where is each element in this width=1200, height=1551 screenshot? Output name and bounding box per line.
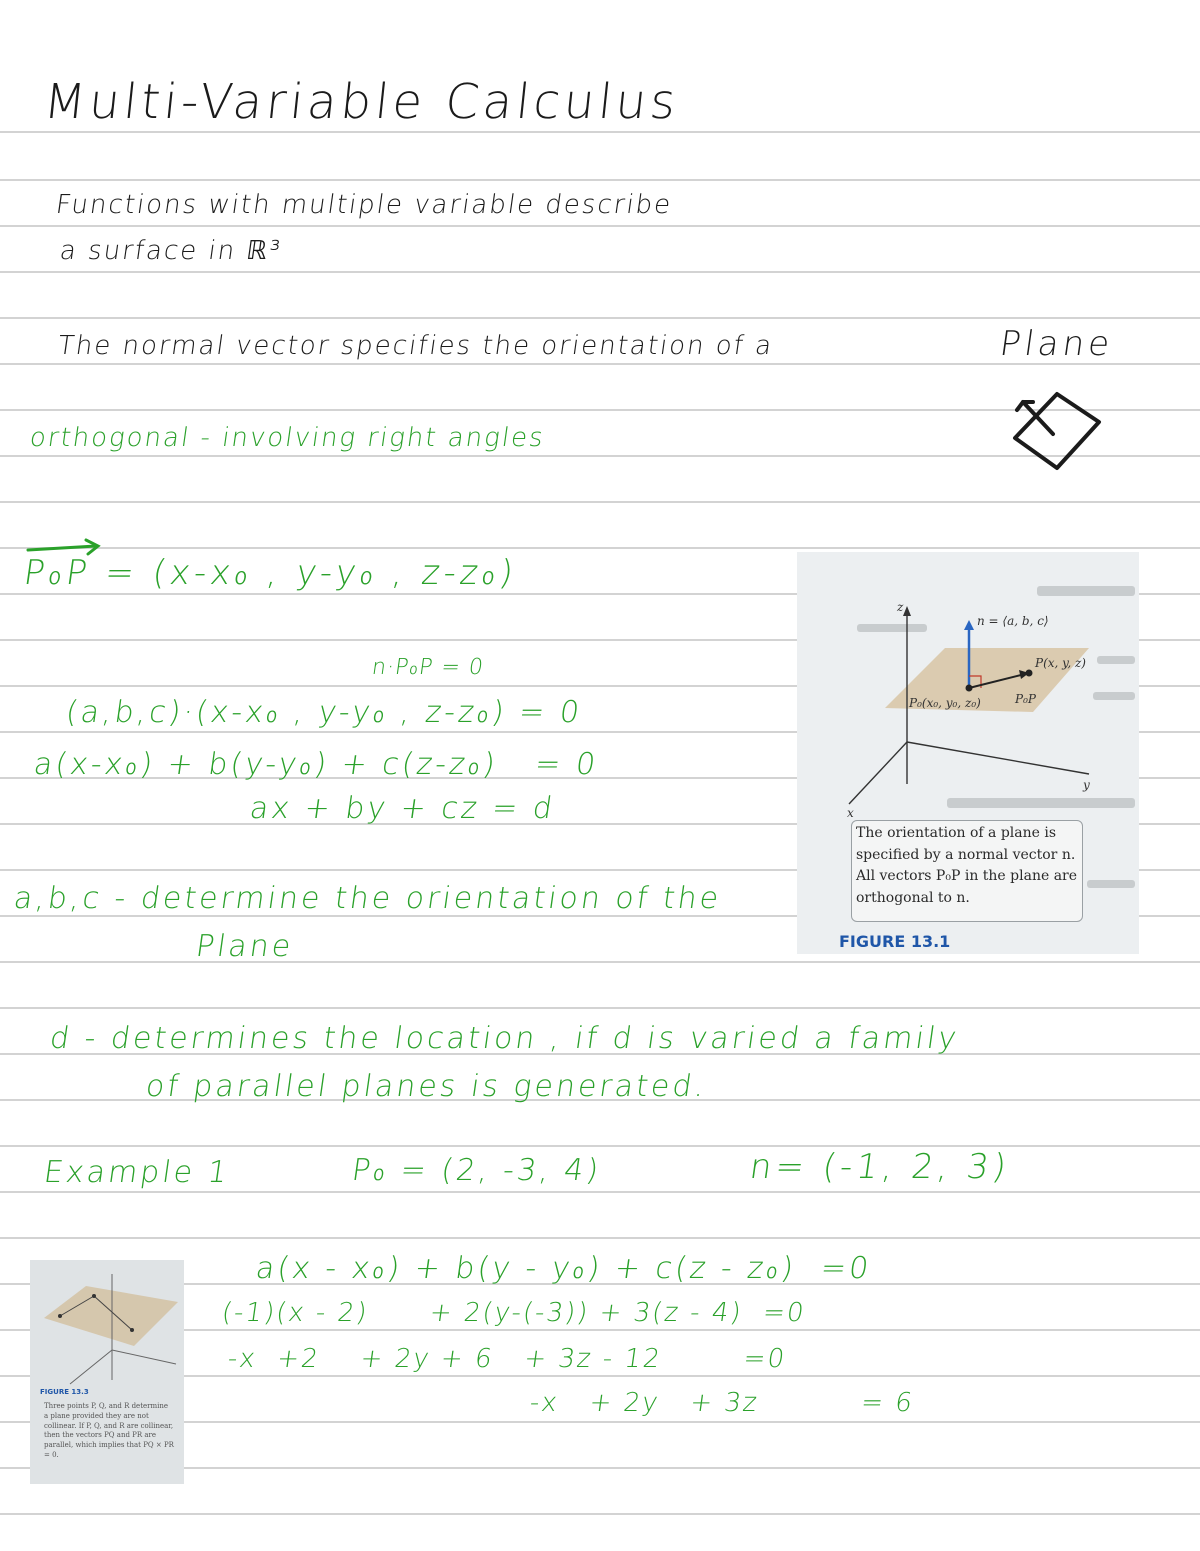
point-p-label: P(x, y, z) [1035,656,1086,670]
note-line-abc-1: a,b,c - determine the orientation of the [11,881,724,916]
normal-vector-label: n = ⟨a, b, c⟩ [977,614,1049,628]
plane-normal-sketch [1005,388,1105,478]
axis-z-label: z [897,600,904,614]
note-word-plane: Plane [997,324,1117,364]
small-figure-caption: Three points P, Q, and R determine a plane provided they are not collinear. If P, Q, and R are collinear, then the vectors PQ and PR are parallel, which implies that PQ × PR = 0. [44,1402,174,1459]
note-line-expand-2: a(x-x₀) + b(y-y₀) + c(z-z₀) = 0 [31,747,601,782]
note-line-d-2: of parallel planes is generated. [143,1069,710,1104]
axis-x-label: x [847,806,854,820]
note-line-functions-2: a surface in ℝ³ [57,236,284,266]
vector-p0p-label: P₀P [1015,692,1036,706]
note-line-abc-2: Plane [193,929,296,964]
textbook-figure-photo [797,552,1139,954]
note-line-expand-3: ax + by + cz = d [247,791,558,826]
example-label: Example 1 [41,1155,233,1190]
example-line-2: (-1)(x - 2) + 2(y-(-3)) + 3(z - 4) =0 [219,1298,808,1328]
small-textbook-photo [30,1260,184,1484]
small-figure-label: FIGURE 13.3 [40,1388,89,1396]
example-line-4: -x + 2y + 3z = 6 [527,1388,916,1418]
figure-label: FIGURE 13.1 [839,932,951,951]
note-line-d-1: d - determines the location , if d is varied a family [47,1021,962,1056]
figure-caption: The orientation of a plane is specified by a normal vector n. All vectors P₀P in the plane are orthogonal to n. [851,820,1083,922]
page-title: Multi-Variable Calculus [41,74,683,130]
note-line-vector-def: P₀P = (x-x₀ , y-y₀ , z-z₀) [21,553,520,593]
note-line-orthogonal: orthogonal - involving right angles [27,423,547,453]
note-line-dot-zero: n·P₀P = 0 [370,655,486,680]
axis-y-label: y [1083,778,1090,792]
point-p0-label: P₀(x₀, y₀, z₀) [909,696,981,710]
note-line-functions-1: Functions with multiple variable describe [53,190,675,220]
note-line-normal: The normal vector specifies the orientation of a [55,331,776,361]
example-normal: n= (-1, 2, 3) [747,1147,1013,1187]
example-line-3: -x +2 + 2y + 6 + 3z - 12 =0 [225,1344,789,1374]
note-line-expand-1: (a,b,c)·(x-x₀ , y-y₀ , z-z₀) = 0 [63,695,585,730]
example-point: P₀ = (2, -3, 4) [349,1153,604,1188]
example-line-1: a(x - x₀) + b(y - y₀) + c(z - z₀) =0 [253,1251,874,1286]
